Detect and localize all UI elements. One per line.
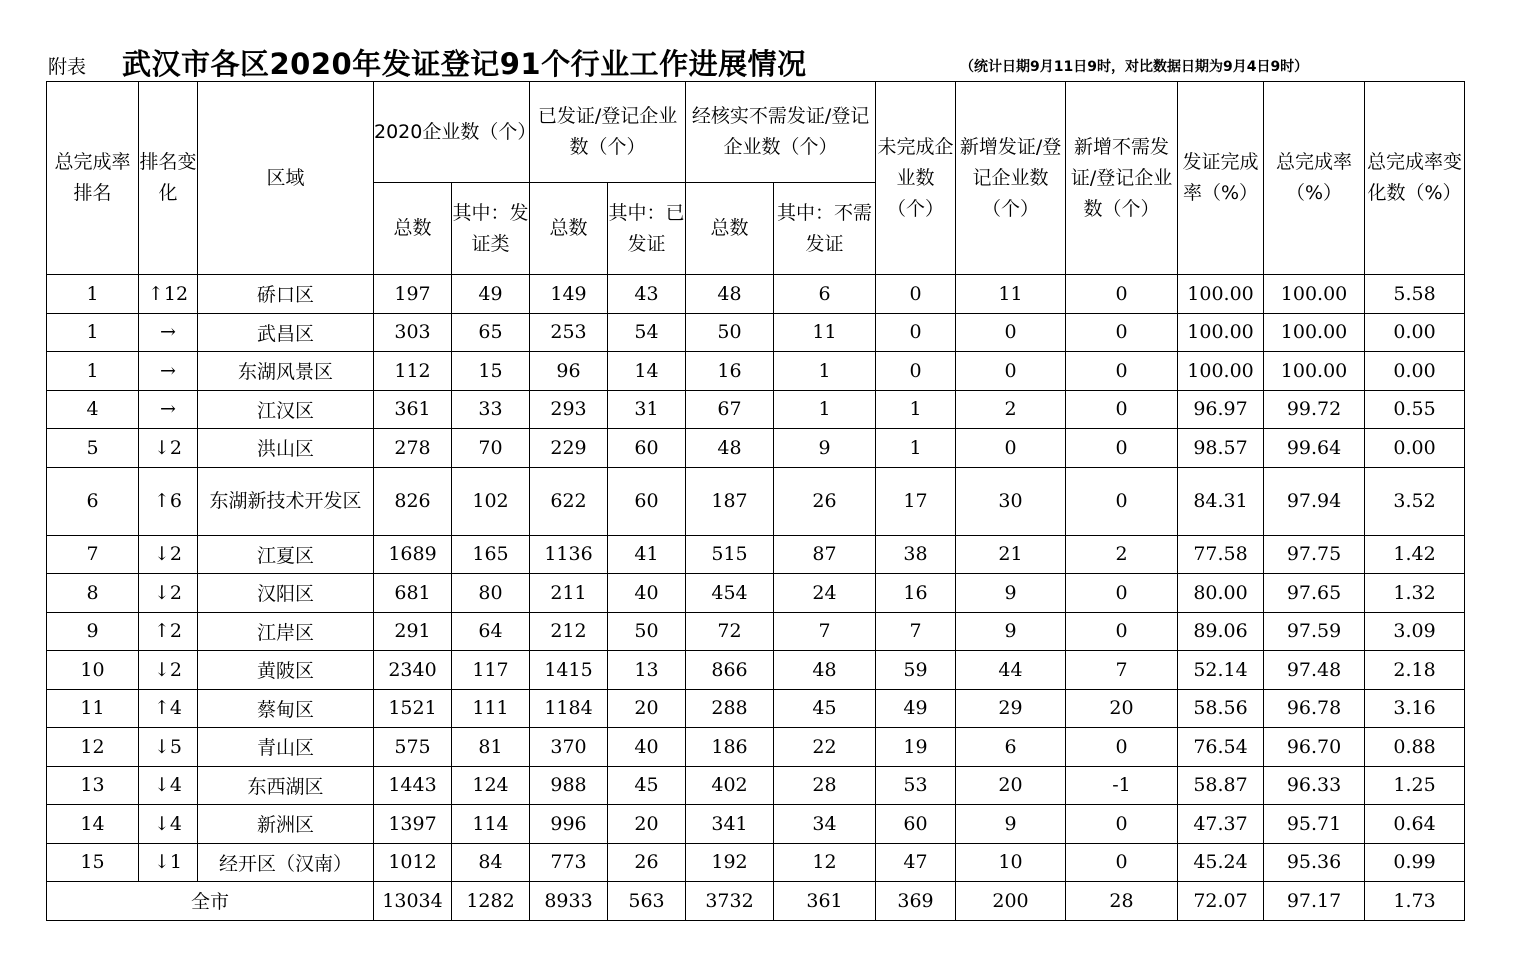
header-cert-rate: 发证完成率（%） [1178,82,1264,275]
cell-rank-change: ↓2 [139,574,198,613]
cell-total-rate: 97.75 [1264,535,1365,574]
cell-cert-rate: 76.54 [1178,728,1264,767]
cell-rate-change: 0.55 [1365,390,1465,429]
cell-region: 硚口区 [198,275,374,314]
cell-ent-total: 2340 [374,651,452,690]
cell-rate-change: 0.99 [1365,843,1465,882]
cell-new-exempt: 0 [1066,805,1178,844]
cell-total-rate: 99.72 [1264,390,1365,429]
cell-done-total: 1415 [530,651,608,690]
cell-total-rate: 95.36 [1264,843,1365,882]
cell-done-issued: 41 [608,535,686,574]
table-row [47,766,1465,805]
cell-new-cert: 44 [956,651,1066,690]
cell-ent-total: 1521 [374,689,452,728]
table-row [47,689,1465,728]
cell-cert-rate: 96.97 [1178,390,1264,429]
cell-total-rate: 96.33 [1264,766,1365,805]
cell-incomplete: 1 [876,390,956,429]
subheader-ent-cert-type: 其中：发证类 [452,183,530,275]
cell-rate-change: 2.18 [1365,651,1465,690]
total-new-exempt: 28 [1066,882,1178,921]
cell-region: 新洲区 [198,805,374,844]
cell-total-rate: 100.00 [1264,352,1365,391]
cell-exempt-total: 50 [686,313,774,352]
cell-done-total: 229 [530,429,608,468]
cell-exempt-cert: 26 [774,467,876,535]
subheader-ent-total: 总数 [374,183,452,275]
cell-done-total: 211 [530,574,608,613]
cell-exempt-total: 866 [686,651,774,690]
cell-rank-change: ↑6 [139,467,198,535]
cell-exempt-total: 192 [686,843,774,882]
cell-cert-rate: 100.00 [1178,352,1264,391]
cell-new-cert: 9 [956,574,1066,613]
header-certified: 已发证/登记企业数（个） [530,82,686,183]
cell-incomplete: 0 [876,275,956,314]
cell-rank: 8 [47,574,139,613]
subheader-exempt-total: 总数 [686,183,774,275]
cell-new-exempt: 0 [1066,275,1178,314]
total-rate-change: 1.73 [1365,882,1465,921]
total-new-cert: 200 [956,882,1066,921]
cell-exempt-total: 187 [686,467,774,535]
total-ent-cert: 1282 [452,882,530,921]
cell-incomplete: 16 [876,574,956,613]
header-incomplete: 未完成企业数（个） [876,82,956,275]
cell-ent-total: 112 [374,352,452,391]
header-new-certified: 新增发证/登记企业数（个） [956,82,1066,275]
cell-rate-change: 0.64 [1365,805,1465,844]
cell-rank-change: ↑2 [139,612,198,651]
cell-rank: 15 [47,843,139,882]
cell-rate-change: 3.52 [1365,467,1465,535]
cell-done-total: 996 [530,805,608,844]
table-row [47,313,1465,352]
cell-rate-change: 3.16 [1365,689,1465,728]
cell-rate-change: 0.00 [1365,429,1465,468]
cell-new-exempt: 0 [1066,612,1178,651]
cell-rank: 6 [47,467,139,535]
cell-incomplete: 60 [876,805,956,844]
cell-done-issued: 20 [608,805,686,844]
table-row [47,612,1465,651]
cell-ent-cert: 65 [452,313,530,352]
cell-done-total: 370 [530,728,608,767]
cell-new-cert: 11 [956,275,1066,314]
cell-done-issued: 50 [608,612,686,651]
table-row [47,805,1465,844]
cell-done-issued: 54 [608,313,686,352]
cell-rate-change: 3.09 [1365,612,1465,651]
cell-new-cert: 2 [956,390,1066,429]
cell-exempt-cert: 7 [774,612,876,651]
cell-exempt-cert: 87 [774,535,876,574]
cell-rate-change: 0.00 [1365,352,1465,391]
cell-rank: 1 [47,313,139,352]
cell-ent-cert: 49 [452,275,530,314]
cell-rank: 11 [47,689,139,728]
cell-new-cert: 6 [956,728,1066,767]
cell-exempt-total: 515 [686,535,774,574]
cell-new-cert: 9 [956,805,1066,844]
cell-rank: 7 [47,535,139,574]
main-title: 武汉市各区2020年发证登记91个行业工作进展情况 [122,47,807,81]
table-row [47,651,1465,690]
cell-ent-total: 575 [374,728,452,767]
cell-new-exempt: 0 [1066,728,1178,767]
cell-region: 蔡甸区 [198,689,374,728]
cell-new-cert: 0 [956,313,1066,352]
cell-new-cert: 20 [956,766,1066,805]
table-row [47,352,1465,391]
cell-new-cert: 21 [956,535,1066,574]
cell-total-rate: 99.64 [1264,429,1365,468]
cell-ent-cert: 70 [452,429,530,468]
cell-cert-rate: 58.56 [1178,689,1264,728]
cell-ent-cert: 33 [452,390,530,429]
header-region: 区域 [198,82,374,275]
cell-exempt-total: 341 [686,805,774,844]
cell-ent-cert: 64 [452,612,530,651]
cell-ent-cert: 124 [452,766,530,805]
cell-cert-rate: 47.37 [1178,805,1264,844]
cell-exempt-total: 67 [686,390,774,429]
header-row-top [47,82,1465,183]
cell-new-cert: 30 [956,467,1066,535]
table-row [47,390,1465,429]
cell-rank-change: ↓2 [139,429,198,468]
cell-rate-change: 0.00 [1365,313,1465,352]
cell-rank-change: → [139,313,198,352]
cell-exempt-cert: 1 [774,390,876,429]
cell-ent-cert: 84 [452,843,530,882]
cell-rank: 5 [47,429,139,468]
cell-ent-cert: 114 [452,805,530,844]
cell-done-issued: 60 [608,467,686,535]
header-total-rate-change: 总完成率变化数（%） [1365,82,1465,275]
cell-done-total: 212 [530,612,608,651]
cell-rank-change: ↑12 [139,275,198,314]
cell-region: 汉阳区 [198,574,374,613]
cell-incomplete: 47 [876,843,956,882]
cell-total-rate: 100.00 [1264,313,1365,352]
stat-date-note: （统计日期9月11日9时，对比数据日期为9月4日9时） [960,59,1309,75]
cell-ent-total: 197 [374,275,452,314]
header-enterprises-2020: 2020企业数（个） [374,82,530,183]
cell-ent-total: 361 [374,390,452,429]
cell-total-rate: 100.00 [1264,275,1365,314]
cell-ent-total: 303 [374,313,452,352]
cell-new-exempt: 0 [1066,352,1178,391]
cell-done-total: 773 [530,843,608,882]
cell-exempt-cert: 24 [774,574,876,613]
cell-incomplete: 38 [876,535,956,574]
cell-ent-total: 826 [374,467,452,535]
cell-incomplete: 49 [876,689,956,728]
cell-rank: 14 [47,805,139,844]
cell-ent-cert: 81 [452,728,530,767]
header-verified-exempt: 经核实不需发证/登记企业数（个） [686,82,876,183]
cell-ent-cert: 117 [452,651,530,690]
cell-rank: 1 [47,352,139,391]
cell-rank-change: ↓1 [139,843,198,882]
cell-cert-rate: 100.00 [1178,313,1264,352]
cell-done-total: 622 [530,467,608,535]
cell-cert-rate: 100.00 [1178,275,1264,314]
cell-region: 江汉区 [198,390,374,429]
cell-done-issued: 43 [608,275,686,314]
cell-exempt-cert: 1 [774,352,876,391]
cell-rank-change: ↓2 [139,651,198,690]
cell-region: 青山区 [198,728,374,767]
cell-done-issued: 45 [608,766,686,805]
table-row [47,574,1465,613]
cell-done-issued: 31 [608,390,686,429]
cell-done-issued: 14 [608,352,686,391]
cell-ent-cert: 80 [452,574,530,613]
cell-rate-change: 1.42 [1365,535,1465,574]
cell-new-cert: 10 [956,843,1066,882]
subheader-done-total: 总数 [530,183,608,275]
cell-exempt-total: 402 [686,766,774,805]
cell-cert-rate: 80.00 [1178,574,1264,613]
cell-ent-cert: 15 [452,352,530,391]
cell-exempt-total: 16 [686,352,774,391]
cell-exempt-total: 48 [686,429,774,468]
total-exempt-total: 3732 [686,882,774,921]
cell-incomplete: 0 [876,352,956,391]
cell-total-rate: 96.78 [1264,689,1365,728]
table-row [47,535,1465,574]
table-row [47,728,1465,767]
cell-rank: 10 [47,651,139,690]
cell-new-exempt: 20 [1066,689,1178,728]
total-row [47,882,1465,921]
cell-region: 黄陂区 [198,651,374,690]
table-row [47,275,1465,314]
cell-ent-total: 681 [374,574,452,613]
cell-new-exempt: 2 [1066,535,1178,574]
cell-region: 江夏区 [198,535,374,574]
cell-rank: 4 [47,390,139,429]
progress-table [46,81,1465,921]
cell-new-cert: 0 [956,429,1066,468]
document-title [48,40,1488,84]
cell-new-exempt: 0 [1066,313,1178,352]
subheader-exempt-no-cert: 其中：不需发证 [774,183,876,275]
cell-exempt-total: 186 [686,728,774,767]
table-row [47,843,1465,882]
title-prefix: 附表 [48,56,87,78]
cell-ent-total: 1443 [374,766,452,805]
cell-rate-change: 1.25 [1365,766,1465,805]
cell-rank-change: ↓5 [139,728,198,767]
cell-incomplete: 1 [876,429,956,468]
cell-done-total: 1184 [530,689,608,728]
cell-rate-change: 0.88 [1365,728,1465,767]
cell-done-total: 96 [530,352,608,391]
cell-region: 东湖风景区 [198,352,374,391]
cell-region: 武昌区 [198,313,374,352]
cell-region: 洪山区 [198,429,374,468]
cell-ent-cert: 102 [452,467,530,535]
cell-exempt-cert: 9 [774,429,876,468]
cell-done-issued: 40 [608,728,686,767]
cell-exempt-total: 454 [686,574,774,613]
cell-done-total: 988 [530,766,608,805]
cell-new-exempt: -1 [1066,766,1178,805]
cell-incomplete: 59 [876,651,956,690]
cell-exempt-cert: 28 [774,766,876,805]
table-row [47,467,1465,535]
cell-new-exempt: 0 [1066,429,1178,468]
cell-cert-rate: 84.31 [1178,467,1264,535]
total-done-total: 8933 [530,882,608,921]
total-done-issued: 563 [608,882,686,921]
cell-exempt-cert: 6 [774,275,876,314]
cell-done-issued: 60 [608,429,686,468]
cell-new-cert: 29 [956,689,1066,728]
header-new-exempt: 新增不需发证/登记企业数（个） [1066,82,1178,275]
cell-ent-total: 1689 [374,535,452,574]
cell-done-total: 293 [530,390,608,429]
cell-done-total: 1136 [530,535,608,574]
cell-cert-rate: 45.24 [1178,843,1264,882]
cell-exempt-cert: 45 [774,689,876,728]
cell-done-issued: 20 [608,689,686,728]
cell-region: 江岸区 [198,612,374,651]
cell-ent-cert: 111 [452,689,530,728]
cell-exempt-cert: 48 [774,651,876,690]
cell-rank: 1 [47,275,139,314]
cell-exempt-total: 48 [686,275,774,314]
cell-total-rate: 96.70 [1264,728,1365,767]
header-rank-change: 排名变化 [139,82,198,275]
cell-incomplete: 53 [876,766,956,805]
subheader-done-issued: 其中：已发证 [608,183,686,275]
cell-done-issued: 26 [608,843,686,882]
cell-new-exempt: 0 [1066,467,1178,535]
cell-incomplete: 19 [876,728,956,767]
cell-cert-rate: 58.87 [1178,766,1264,805]
cell-ent-total: 291 [374,612,452,651]
cell-rank-change: ↑4 [139,689,198,728]
cell-done-total: 253 [530,313,608,352]
cell-rank: 12 [47,728,139,767]
cell-cert-rate: 52.14 [1178,651,1264,690]
total-total-rate: 97.17 [1264,882,1365,921]
cell-total-rate: 97.48 [1264,651,1365,690]
total-label: 全市 [47,882,374,921]
total-exempt-cert: 361 [774,882,876,921]
cell-rank-change: ↓4 [139,766,198,805]
total-ent-total: 13034 [374,882,452,921]
cell-new-exempt: 7 [1066,651,1178,690]
cell-new-cert: 0 [956,352,1066,391]
cell-done-issued: 40 [608,574,686,613]
cell-cert-rate: 77.58 [1178,535,1264,574]
cell-exempt-total: 72 [686,612,774,651]
cell-incomplete: 7 [876,612,956,651]
cell-rate-change: 1.32 [1365,574,1465,613]
cell-rank: 13 [47,766,139,805]
cell-exempt-cert: 34 [774,805,876,844]
total-incomplete: 369 [876,882,956,921]
cell-incomplete: 0 [876,313,956,352]
cell-new-exempt: 0 [1066,390,1178,429]
table-row [47,429,1465,468]
cell-total-rate: 95.71 [1264,805,1365,844]
cell-ent-cert: 165 [452,535,530,574]
cell-ent-total: 1397 [374,805,452,844]
cell-rate-change: 5.58 [1365,275,1465,314]
cell-total-rate: 97.59 [1264,612,1365,651]
cell-exempt-total: 288 [686,689,774,728]
cell-region: 经开区（汉南） [198,843,374,882]
cell-rank-change: → [139,390,198,429]
cell-cert-rate: 89.06 [1178,612,1264,651]
cell-rank-change: ↓4 [139,805,198,844]
cell-region: 东湖新技术开发区 [198,467,374,535]
cell-exempt-cert: 22 [774,728,876,767]
header-rank: 总完成率排名 [47,82,139,275]
cell-ent-total: 1012 [374,843,452,882]
cell-rank-change: → [139,352,198,391]
total-cert-rate: 72.07 [1178,882,1264,921]
cell-region: 东西湖区 [198,766,374,805]
cell-exempt-cert: 11 [774,313,876,352]
cell-done-issued: 13 [608,651,686,690]
cell-cert-rate: 98.57 [1178,429,1264,468]
cell-done-total: 149 [530,275,608,314]
cell-exempt-cert: 12 [774,843,876,882]
cell-new-exempt: 0 [1066,843,1178,882]
cell-incomplete: 17 [876,467,956,535]
header-total-rate: 总完成率（%） [1264,82,1365,275]
cell-ent-total: 278 [374,429,452,468]
cell-new-exempt: 0 [1066,574,1178,613]
cell-rank: 9 [47,612,139,651]
cell-rank-change: ↓2 [139,535,198,574]
cell-new-cert: 9 [956,612,1066,651]
cell-total-rate: 97.65 [1264,574,1365,613]
cell-total-rate: 97.94 [1264,467,1365,535]
